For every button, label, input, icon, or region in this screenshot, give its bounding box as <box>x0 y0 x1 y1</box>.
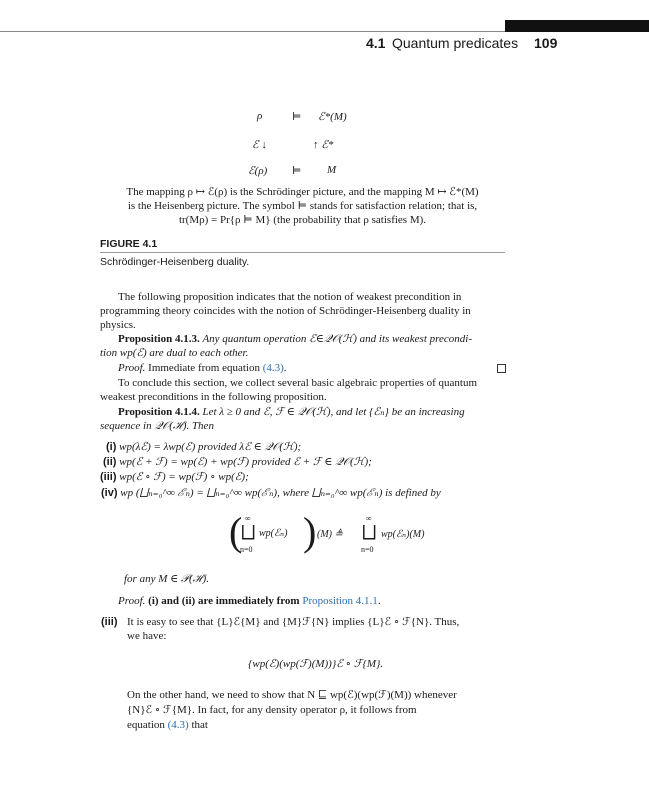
paragraph-line: It is easy to see that {L}ℰ{M} and {M}ℱ{N} implies {L}ℰ ∘ ℱ{N}. Thus, <box>127 616 460 628</box>
join-symbol: ⨆ <box>362 522 377 542</box>
diagram-e-star-m: ℰ*(M) <box>318 111 347 123</box>
item-text: wp(λℰ) = λwp(ℰ) provided λℰ ∈ 𝒬𝒪(ℋ); <box>119 441 302 453</box>
text: that <box>191 719 208 731</box>
qed-box-icon <box>497 364 506 373</box>
sub-n-eq-0: n=0 <box>361 545 374 554</box>
proposition-ref-link[interactable]: Proposition 4.1.1 <box>302 595 378 607</box>
equation-ref-link[interactable]: (4.3) <box>167 719 189 731</box>
section-number: 4.1 <box>366 35 386 51</box>
sub-n-eq-0: n=0 <box>240 545 253 554</box>
display-equation <box>229 509 429 562</box>
header-rule <box>0 31 505 32</box>
wp-en-m: wp(ℰₙ)(M) <box>381 529 425 540</box>
join-symbol: ⨆ <box>241 522 256 542</box>
list-item <box>101 486 441 501</box>
proof-1 <box>118 361 287 376</box>
proposition-text: sequence in 𝒬𝒪(ℋ). Then <box>100 420 214 432</box>
proposition-label: Proposition 4.1.3. <box>118 333 200 345</box>
diagram-e-star-up: ↑ ℰ* <box>313 139 334 151</box>
header-black-bar <box>505 20 649 32</box>
figure-caption-line: The mapping ρ ↦ ℰ(ρ) is the Schrödinger picture, and the mapping M ↦ ℰ*(M) <box>126 186 479 198</box>
diagram-e-down: ℰ ↓ <box>252 139 267 151</box>
figure-caption-line: tr(Mρ) = Pr{ρ ⊨ M} (the probability that ρ satisfies M). <box>178 214 427 226</box>
proof-label: Proof. <box>118 595 146 607</box>
figure-caption-line: is the Heisenberg picture. The symbol ⊨ stands for satisfaction relation; that is, <box>127 200 478 212</box>
paragraph-line: weakest preconditions in the following proposition. <box>100 391 327 403</box>
paragraph-line: To conclude this section, we collect several basic algebraic properties of quantum <box>118 377 478 389</box>
proposition-text: Any quantum operation ℰ∈𝒬𝒪(ℋ) and its weakest precondi- <box>202 333 472 345</box>
proof-text: (i) and (ii) are immediately from <box>148 595 300 607</box>
for-any-clause: for any M ∈ 𝒫(ℋ). <box>124 573 209 585</box>
proposition-text: tion wp(ℰ) are dual to each other. <box>100 347 249 359</box>
proposition-4-1-4 <box>118 405 465 420</box>
diagram-models-2: ⊨ <box>292 165 302 177</box>
proof-label: Proof. <box>118 362 146 374</box>
figure-rule <box>100 252 505 253</box>
proof-text: Immediate from equation <box>148 362 260 374</box>
right-paren: ) <box>303 509 317 554</box>
item-text: wp(ℰ + ℱ) = wp(ℰ) + wp(ℱ) provided ℰ + ℱ ∈ 𝒬𝒪(ℋ); <box>119 456 372 468</box>
paragraph-line <box>127 718 208 733</box>
list-item <box>106 440 301 455</box>
proof-2 <box>118 594 381 609</box>
text: equation <box>127 719 165 731</box>
diagram-models-1: ⊨ <box>292 111 302 123</box>
diagram-rho: ρ <box>257 110 263 122</box>
proof-end: . <box>377 595 381 607</box>
item-label: (ii) <box>103 456 117 468</box>
paragraph-line: programming theory coincides with the notion of Schrödinger-Heisenberg duality in <box>100 305 471 317</box>
sup-infinity: ∞ <box>366 514 372 523</box>
paragraph-line: On the other hand, we need to show that N ⊑ wp(ℰ)(wp(ℱ)(M)) whenever <box>127 689 457 701</box>
paragraph-line: physics. <box>100 319 136 331</box>
figure-label: FIGURE 4.1 <box>100 238 158 250</box>
proposition-4-1-3 <box>118 332 472 347</box>
item-label: (iii) <box>101 616 118 628</box>
page-number: 109 <box>534 35 558 51</box>
paragraph-line: we have: <box>127 630 167 642</box>
item-text: wp(ℰ ∘ ℱ) = wp(ℱ) ∘ wp(ℰ); <box>119 471 249 483</box>
item-text: wp (⨆ₙ₌₀^∞ ℰₙ) = ⨆ₙ₌₀^∞ wp(ℰₙ), where ⨆ₙ₌₀^∞ wp(ℰₙ) is defined by <box>120 487 441 499</box>
list-item <box>100 470 249 485</box>
list-item <box>103 455 372 470</box>
equation-ref-link[interactable]: (4.3) <box>262 362 284 374</box>
paragraph-line: The following proposition indicates that the notion of weakest precondition in <box>118 291 462 303</box>
item-label: (iii) <box>100 471 117 483</box>
paragraph-line: {N}ℰ ∘ ℱ{M}. In fact, for any density operator ρ, it follows from <box>127 704 417 716</box>
proposition-label: Proposition 4.1.4. <box>118 406 200 418</box>
item-label: (i) <box>106 441 117 453</box>
item-label: (iv) <box>101 487 118 499</box>
sup-infinity: ∞ <box>245 514 251 523</box>
diagram-e-rho: ℰ(ρ) <box>248 165 268 177</box>
section-title: Quantum predicates <box>392 35 519 51</box>
proposition-text: Let λ ≥ 0 and ℰ, ℱ ∈ 𝒬𝒪(ℋ), and let {ℰₙ} be an increasing <box>202 406 465 418</box>
diagram-m: M <box>327 164 337 176</box>
figure-title: Schrödinger-Heisenberg duality. <box>100 256 250 268</box>
equation-mid: (M) ≜ <box>317 529 343 540</box>
equation-2: {wp(ℰ)(wp(ℱ)(M))}ℰ ∘ ℱ{M}. <box>248 658 384 670</box>
proof-end: . <box>283 362 287 374</box>
wp-en: wp(ℰₙ) <box>259 528 288 539</box>
left-paren: ( <box>229 509 243 554</box>
